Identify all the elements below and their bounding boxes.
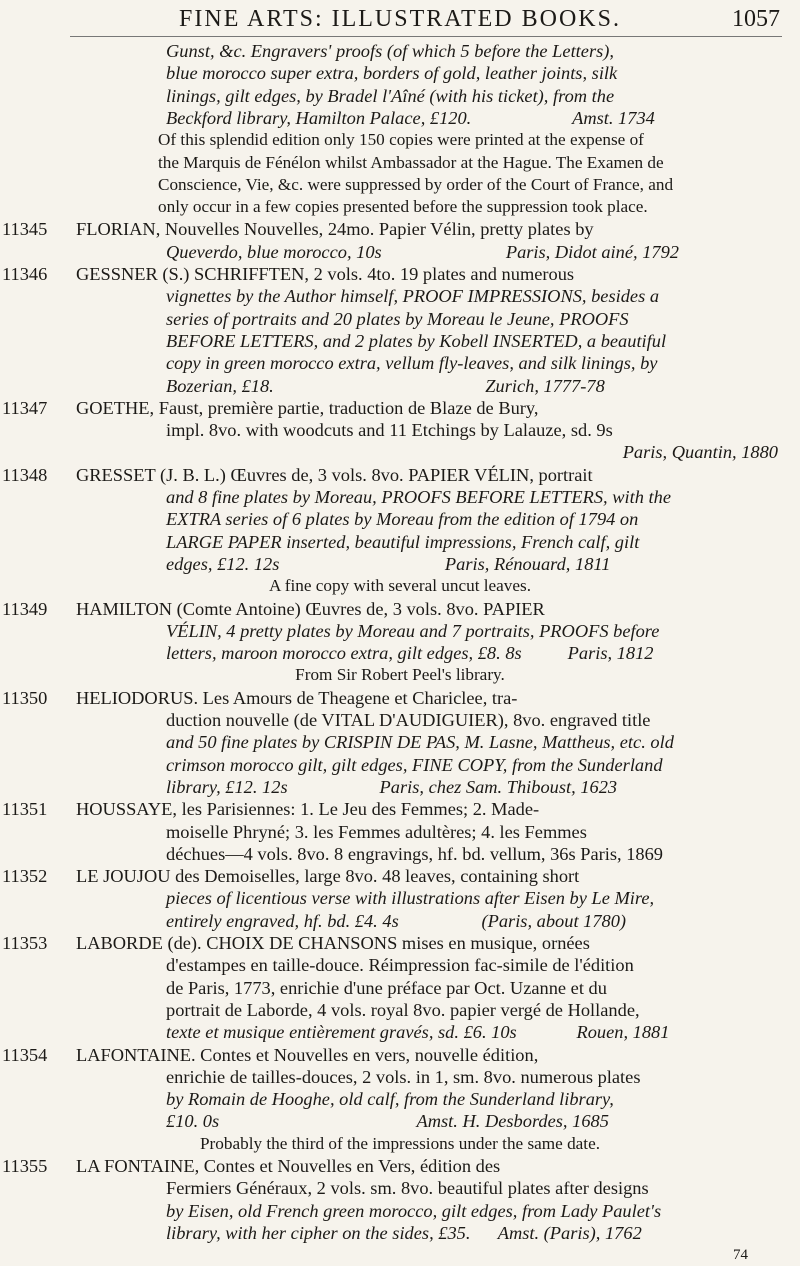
catalogue-line	[0, 441, 800, 463]
catalogue-line	[0, 85, 800, 107]
catalogue-line	[0, 1177, 800, 1199]
catalogue-line	[0, 107, 800, 129]
lot-number: 11350	[2, 687, 48, 708]
catalogue-line	[0, 776, 800, 798]
catalogue-line	[0, 152, 800, 174]
entry-text: and 50 fine plates by CRISPIN DE PAS, M. Lasne, Mattheus, etc. old	[166, 732, 674, 753]
catalogue-entry-start	[0, 687, 800, 709]
entry-text: pieces of licentious verse with illustrations after Eisen by Le Mire,	[166, 888, 655, 909]
entry-text: letters, maroon morocco extra, gilt edges, £8. 8s Paris, 1812	[166, 643, 654, 664]
header-rule	[70, 36, 782, 37]
catalogue-line	[0, 241, 800, 263]
catalogue-line	[0, 1222, 800, 1244]
catalogue-line	[0, 129, 800, 151]
entry-text: £10. 0s Amst. H. Desbordes, 1685	[166, 1111, 609, 1132]
catalogue-line	[0, 1133, 800, 1155]
catalogue-line	[0, 1200, 800, 1222]
entry-text: enrichie de tailles-douces, 2 vols. in 1, sm. 8vo. numerous plates	[166, 1066, 641, 1087]
catalogue-line	[0, 843, 800, 865]
lot-number: 11351	[2, 799, 48, 820]
entry-text: vignettes by the Author himself, PROOF IMPRESSIONS, besides a	[166, 286, 660, 307]
catalogue-entry-start	[0, 1044, 800, 1066]
entry-text: entirely engraved, hf. bd. £4. 4s (Paris, about 1780)	[166, 910, 627, 931]
entry-text: EXTRA series of 6 plates by Moreau from the edition of 1794 on	[166, 509, 639, 530]
entry-text: moiselle Phryné; 3. les Femmes adultères; 4. les Femmes	[166, 821, 587, 842]
catalogue-line	[0, 375, 800, 397]
entry-text: library, with her cipher on the sides, £35. Amst. (Paris), 1762	[166, 1222, 642, 1243]
entry-text: VÉLIN, 4 pretty plates by Moreau and 7 portraits, PROOFS before	[166, 620, 660, 641]
entry-text: impl. 8vo. with woodcuts and 11 Etchings by Lalauze, sd. 9s	[166, 420, 613, 441]
entry-text: by Romain de Hooghe, old calf, from the Sunderland library,	[166, 1089, 614, 1110]
catalogue-line	[0, 285, 800, 307]
catalogue-line	[0, 1110, 800, 1132]
entry-text: Probably the third of the impressions under the same date.	[200, 1133, 600, 1153]
catalogue-line	[0, 999, 800, 1021]
entry-text: GRESSET (J. B. L.) Œuvres de, 3 vols. 8vo. PAPIER VÉLIN, portrait	[76, 464, 593, 485]
entry-text: de Paris, 1773, enrichie d'une préface par Oct. Uzanne et du	[166, 977, 607, 998]
catalogue-line	[0, 954, 800, 976]
catalogue-entry-start	[0, 397, 800, 419]
catalogue-line	[0, 553, 800, 575]
catalogue-line	[0, 308, 800, 330]
entry-text: Paris, Quantin, 1880	[622, 442, 778, 463]
catalogue-line	[0, 1021, 800, 1043]
entry-text: From Sir Robert Peel's library.	[295, 665, 505, 685]
lot-number: 11355	[2, 1156, 48, 1176]
entry-text: LE JOUJOU des Demoiselles, large 8vo. 48 leaves, containing short	[76, 866, 580, 887]
catalogue-line	[0, 174, 800, 196]
entry-text: duction nouvelle (de VITAL D'AUDIGUIER), 8vo. engraved title	[166, 710, 651, 730]
entry-text: 74	[733, 1247, 748, 1264]
catalogue-entry-start	[0, 263, 800, 285]
catalogue-line	[0, 62, 800, 84]
lot-number: 11345	[2, 219, 48, 240]
entry-text: GESSNER (S.) SCHRIFFTEN, 2 vols. 4to. 19 plates and numerous	[76, 264, 575, 284]
catalogue-entry-start	[0, 932, 800, 954]
entry-text: by Eisen, old French green morocco, gilt edges, from Lady Paulet's	[166, 1200, 662, 1221]
page-number: 1057	[732, 6, 780, 32]
entry-text: and 8 fine plates by Moreau, PROOFS BEFORE LETTERS, with the	[166, 487, 671, 507]
catalogue-line	[0, 977, 800, 999]
lot-number: 11352	[2, 866, 48, 887]
entry-text: d'estampes en taille-douce. Réimpression fac-simile de l'édition	[166, 955, 634, 976]
catalogue-line	[0, 821, 800, 843]
running-header	[0, 4, 800, 34]
lot-number: 11346	[2, 264, 48, 284]
entry-text: A fine copy with several uncut leaves.	[268, 576, 532, 596]
catalogue-line	[0, 754, 800, 776]
catalogue-line	[0, 352, 800, 374]
catalogue-line	[0, 910, 800, 932]
entry-text: Conscience, Vie, &c. were suppressed by order of the Court of France, and	[158, 174, 674, 194]
catalogue-line	[0, 1244, 800, 1266]
entry-text: LAFONTAINE. Contes et Nouvelles en vers, nouvelle édition,	[76, 1044, 539, 1065]
entry-text: blue morocco super extra, borders of gold, leather joints, silk	[166, 63, 618, 84]
entry-text: BEFORE LETTERS, and 2 plates by Kobell INSERTED, a beautiful	[166, 330, 667, 351]
catalogue-line	[0, 508, 800, 530]
catalogue-line	[0, 1088, 800, 1110]
catalogue-line	[0, 40, 800, 62]
entry-text: LA FONTAINE, Contes et Nouvelles en Vers, édition des	[76, 1156, 501, 1176]
entry-text: LARGE PAPER inserted, beautiful impressions, French calf, gilt	[166, 531, 640, 552]
entry-text: Bozerian, £18. Zurich, 1777-78	[166, 375, 605, 396]
entry-text: Gunst, &c. Engravers' proofs (of which 5 before the Letters),	[166, 41, 614, 61]
entry-text: HELIODORUS. Les Amours de Theagene et Chariclee, tra-	[76, 687, 518, 708]
entry-text: Queverdo, blue morocco, 10s Paris, Didot ainé, 1792	[166, 241, 680, 262]
entry-text: portrait de Laborde, 4 vols. royal 8vo. papier vergé de Hollande,	[166, 999, 640, 1020]
page-title: FINE ARTS: ILLUSTRATED BOOKS.	[179, 6, 621, 32]
entry-text: texte et musique entièrement gravés, sd. £6. 10s Rouen, 1881	[166, 1022, 670, 1043]
entry-text: Beckford library, Hamilton Palace, £120. Amst. 1734	[166, 107, 655, 128]
catalogue-line	[0, 330, 800, 352]
lot-number: 11354	[2, 1044, 48, 1065]
catalogue-line	[0, 731, 800, 753]
catalogue-line	[0, 1066, 800, 1088]
entry-text: FLORIAN, Nouvelles Nouvelles, 24mo. Papier Vélin, pretty plates by	[76, 219, 594, 240]
lot-number: 11353	[2, 933, 48, 953]
entry-text: only occur in a few copies presented before the suppression took place.	[158, 197, 648, 217]
catalogue-entry-start	[0, 464, 800, 486]
entry-text: HAMILTON (Comte Antoine) Œuvres de, 3 vols. 8vo. PAPIER	[76, 598, 545, 619]
entry-text: Of this splendid edition only 150 copies were printed at the expense of	[158, 130, 644, 150]
entry-text: series of portraits and 20 plates by Moreau le Jeune, PROOFS	[166, 308, 629, 329]
catalogue-line	[0, 531, 800, 553]
catalogue-line	[0, 709, 800, 731]
entry-text: déchues—4 vols. 8vo. 8 engravings, hf. bd. vellum, 36s Paris, 1869	[166, 843, 664, 864]
catalogue-entry-start	[0, 798, 800, 820]
entry-text: copy in green morocco extra, vellum fly-leaves, and silk linings, by	[166, 353, 658, 374]
lot-number: 11349	[2, 598, 48, 619]
entry-text: HOUSSAYE, les Parisiennes: 1. Le Jeu des Femmes; 2. Made-	[76, 799, 540, 820]
catalogue-line	[0, 575, 800, 597]
catalogue-entry-start	[0, 218, 800, 240]
catalogue-entry-start	[0, 865, 800, 887]
catalogue-line	[0, 664, 800, 686]
catalogue-line	[0, 642, 800, 664]
entry-text: crimson morocco gilt, gilt edges, FINE COPY, from the Sunderland	[166, 754, 663, 775]
catalogue-line	[0, 196, 800, 218]
entry-text: LABORDE (de). CHOIX DE CHANSONS mises en musique, ornées	[76, 933, 590, 953]
catalogue-entry-start	[0, 1155, 800, 1177]
entry-text: linings, gilt edges, by Bradel l'Aîné (with his ticket), from the	[166, 85, 615, 106]
catalogue-entry-start	[0, 598, 800, 620]
catalogue-line	[0, 419, 800, 441]
entry-text: library, £12. 12s Paris, chez Sam. Thiboust, 1623	[166, 776, 618, 797]
entry-text: the Marquis de Fénélon whilst Ambassador at the Hague. The Examen de	[158, 152, 664, 172]
entry-text: Fermiers Généraux, 2 vols. sm. 8vo. beautiful plates after designs	[166, 1178, 649, 1199]
catalogue-line	[0, 887, 800, 909]
catalogue-line	[0, 486, 800, 508]
entry-text: GOETHE, Faust, première partie, traduction de Blaze de Bury,	[76, 397, 539, 418]
entry-text: edges, £12. 12s Paris, Rénouard, 1811	[166, 553, 611, 574]
catalogue-line	[0, 620, 800, 642]
lot-number: 11348	[2, 464, 48, 485]
lot-number: 11347	[2, 397, 48, 418]
